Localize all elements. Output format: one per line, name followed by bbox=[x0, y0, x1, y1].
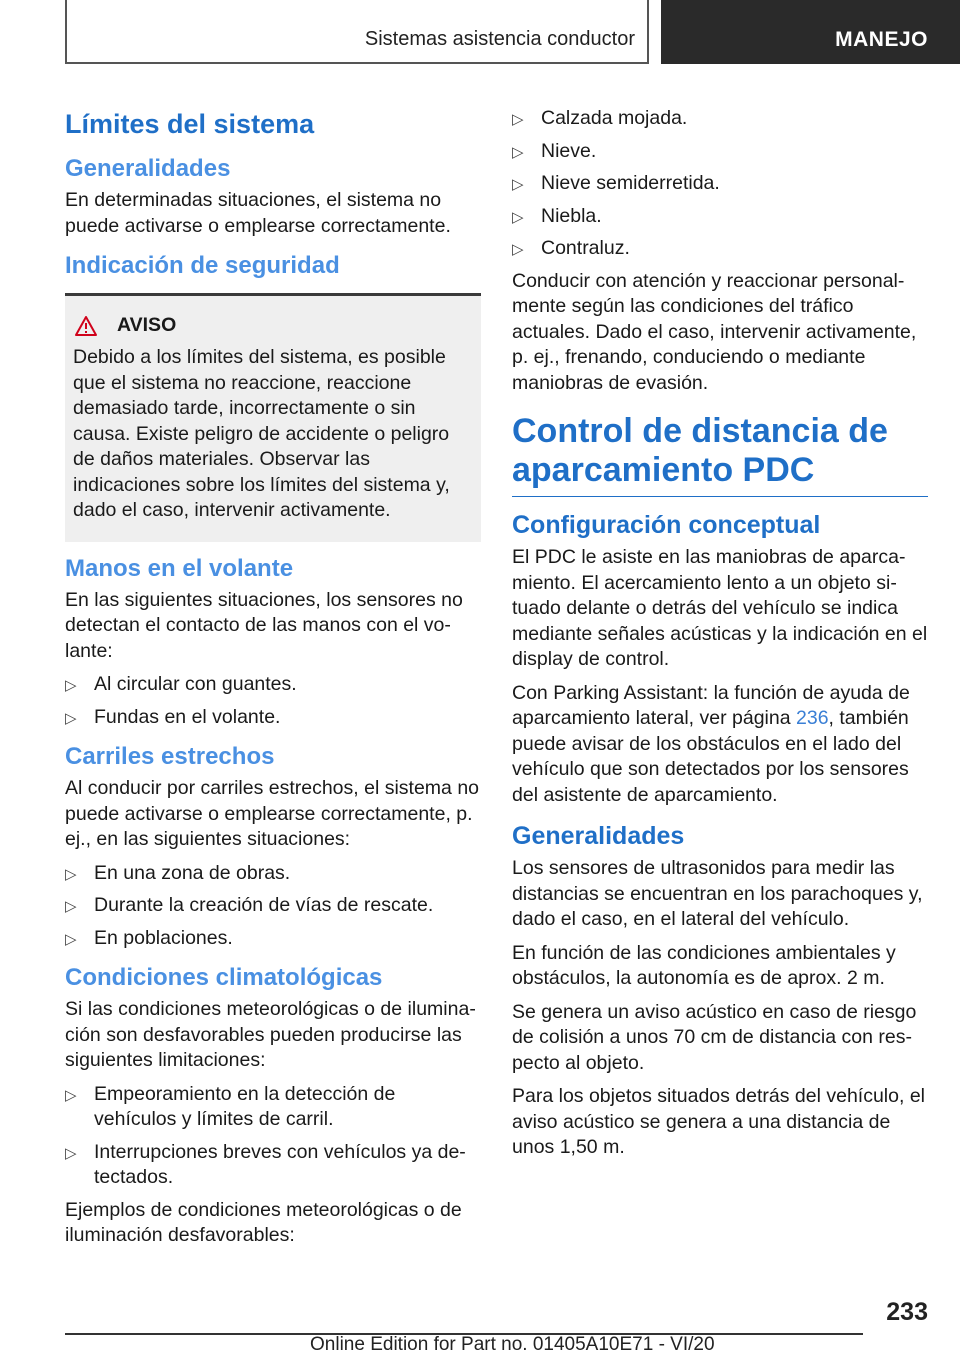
lanes-list bbox=[65, 861, 481, 952]
weather-examples-list bbox=[512, 106, 928, 262]
chapter-tab-label: MANEJO bbox=[835, 28, 928, 51]
section-title-system-limits: Límites del sistema bbox=[65, 109, 315, 139]
bullet-triangle-icon: ▷ bbox=[65, 898, 77, 915]
hands-text: En las siguientes situaciones, los sensores no detectan el contacto de las manos con el volante: bbox=[65, 588, 463, 662]
bullet-triangle-icon: ▷ bbox=[65, 1144, 77, 1162]
bullet-triangle-icon: ▷ bbox=[512, 176, 524, 193]
list-item: ▷ Nieve. bbox=[512, 139, 928, 165]
general-pdc-p3: Se genera un aviso acústico en caso de riesgo de colisión a unos 70 cm de distancia con respecto al objeto. bbox=[512, 1000, 917, 1074]
section-title: Sistemas asistencia conductor bbox=[364, 28, 635, 50]
list-item: ▷ Contraluz. bbox=[512, 236, 928, 262]
warning-title: AVISO bbox=[117, 314, 177, 336]
concept-text: El PDC le asiste en las maniobras de aparcamiento. El acercamiento lento a un objeto situado delante o detrás del vehículo se indica mediante señales acústicas y la indicación en el display de control. bbox=[512, 546, 928, 670]
page-link-236[interactable]: 236 bbox=[796, 707, 829, 729]
heading-weather: Condiciones climatológicas bbox=[65, 964, 383, 991]
list-item: ▷ Fundas en el volante. bbox=[65, 705, 481, 731]
weather-text: Si las condiciones meteorológicas o de iluminación son desfavorables pueden producirse las siguientes limitaciones: bbox=[65, 998, 476, 1071]
list-item: ▷ Al circular con guantes. bbox=[65, 672, 481, 698]
bullet-triangle-icon: ▷ bbox=[65, 677, 77, 694]
bullet-triangle-icon: ▷ bbox=[65, 930, 77, 948]
general-text: En determinadas situaciones, el sistema no puede activarse o emplearse correctamente. bbox=[65, 189, 451, 237]
weather-examples-text: Ejemplos de condiciones meteorológicas o de iluminación desfavorables: bbox=[65, 1198, 462, 1246]
bullet-triangle-icon: ▷ bbox=[512, 111, 524, 128]
list-item: ▷ Durante la creación de vías de rescate. bbox=[65, 893, 481, 919]
bullet-triangle-icon: ▷ bbox=[512, 241, 524, 258]
list-item: ▷ En poblaciones. bbox=[65, 926, 481, 952]
heading-safety: Indicación de seguridad bbox=[65, 252, 340, 279]
bullet-triangle-icon: ▷ bbox=[65, 709, 77, 727]
bullet-triangle-icon: ▷ bbox=[512, 143, 524, 161]
heading-lanes: Carriles estrechos bbox=[65, 743, 275, 770]
parking-assistant-text: Con Parking Assistant: la función de ayuda de aparcamiento lateral, ver página 236, también puede avisar de los obstáculos en el lado del vehículo que son detectados por los sensores del asistente de aparcamiento. bbox=[512, 681, 910, 806]
chapter-rule bbox=[512, 496, 928, 497]
bullet-triangle-icon: ▷ bbox=[65, 1086, 77, 1104]
warning-triangle-icon bbox=[73, 315, 113, 337]
page-header bbox=[0, 0, 960, 66]
list-item: ▷ Empeoramiento en la detección de vehículos y límites de carril. bbox=[65, 1082, 396, 1130]
drive-attention-text: Conducir con atención y reaccionar personalmente según las condiciones del tráfico actuales. Dado el caso, intervenir activamente, p. ej., frenando, conduciendo o mediante maniobras de evasión. bbox=[512, 269, 917, 394]
list-item: ▷ Nieve semiderretida. bbox=[512, 171, 928, 197]
warning-box bbox=[65, 296, 481, 542]
weather-list bbox=[65, 1082, 481, 1191]
bullet-triangle-icon: ▷ bbox=[512, 208, 524, 226]
bullet-triangle-icon: ▷ bbox=[65, 865, 77, 883]
edition-text: Online Edition for Part no. 01405A10E71 - VI/20 bbox=[310, 1334, 715, 1355]
general-pdc-p4: Para los objetos situados detrás del vehículo, el aviso acústico se genera a una distancia de unos 1,50 m. bbox=[512, 1085, 925, 1158]
heading-general-pdc: Generalidades bbox=[512, 822, 685, 850]
heading-general: Generalidades bbox=[65, 155, 231, 182]
heading-concept: Configuración conceptual bbox=[512, 511, 821, 539]
left-column bbox=[65, 100, 481, 1257]
heading-hands: Manos en el volante bbox=[65, 554, 294, 582]
warning-text: Debido a los límites del sistema, es posible que el sistema no reaccione, reaccione demasiado tarde, incorrectamente o sin causa. Existe peligro de accidente o peligro de daños materiales. Observar las indicaciones sobre los límites del sistema y, dado el caso, intervenir activamente. bbox=[73, 346, 450, 521]
lanes-text: Al conducir por carriles estrechos, el sistema no puede activarse o emplearse correctamente, p. ej., en las siguientes situaciones: bbox=[65, 777, 480, 850]
warning-header bbox=[73, 314, 473, 337]
hands-list bbox=[65, 672, 481, 730]
list-item: ▷ Calzada mojada. bbox=[512, 106, 928, 132]
chapter-title-pdc: Control de distancia de aparcamiento PDC bbox=[512, 412, 888, 489]
right-column bbox=[512, 100, 928, 1169]
general-pdc-p1: Los sensores de ultrasonidos para medir las distancias se encuentran en los parachoques y, dado el caso, en el lateral del vehículo. bbox=[512, 857, 923, 930]
general-pdc-p2: En función de las condiciones ambientales y obstáculos, la autonomía es de aprox. 2 m. bbox=[512, 941, 896, 989]
section-header-box bbox=[65, 0, 649, 64]
chapter-tab bbox=[661, 0, 960, 64]
list-item: ▷ Interrupciones breves con vehículos ya detectados. bbox=[65, 1140, 466, 1188]
list-item: ▷ Niebla. bbox=[512, 204, 928, 230]
page-number: 233 bbox=[886, 1298, 928, 1326]
list-item: ▷ En una zona de obras. bbox=[65, 861, 481, 887]
